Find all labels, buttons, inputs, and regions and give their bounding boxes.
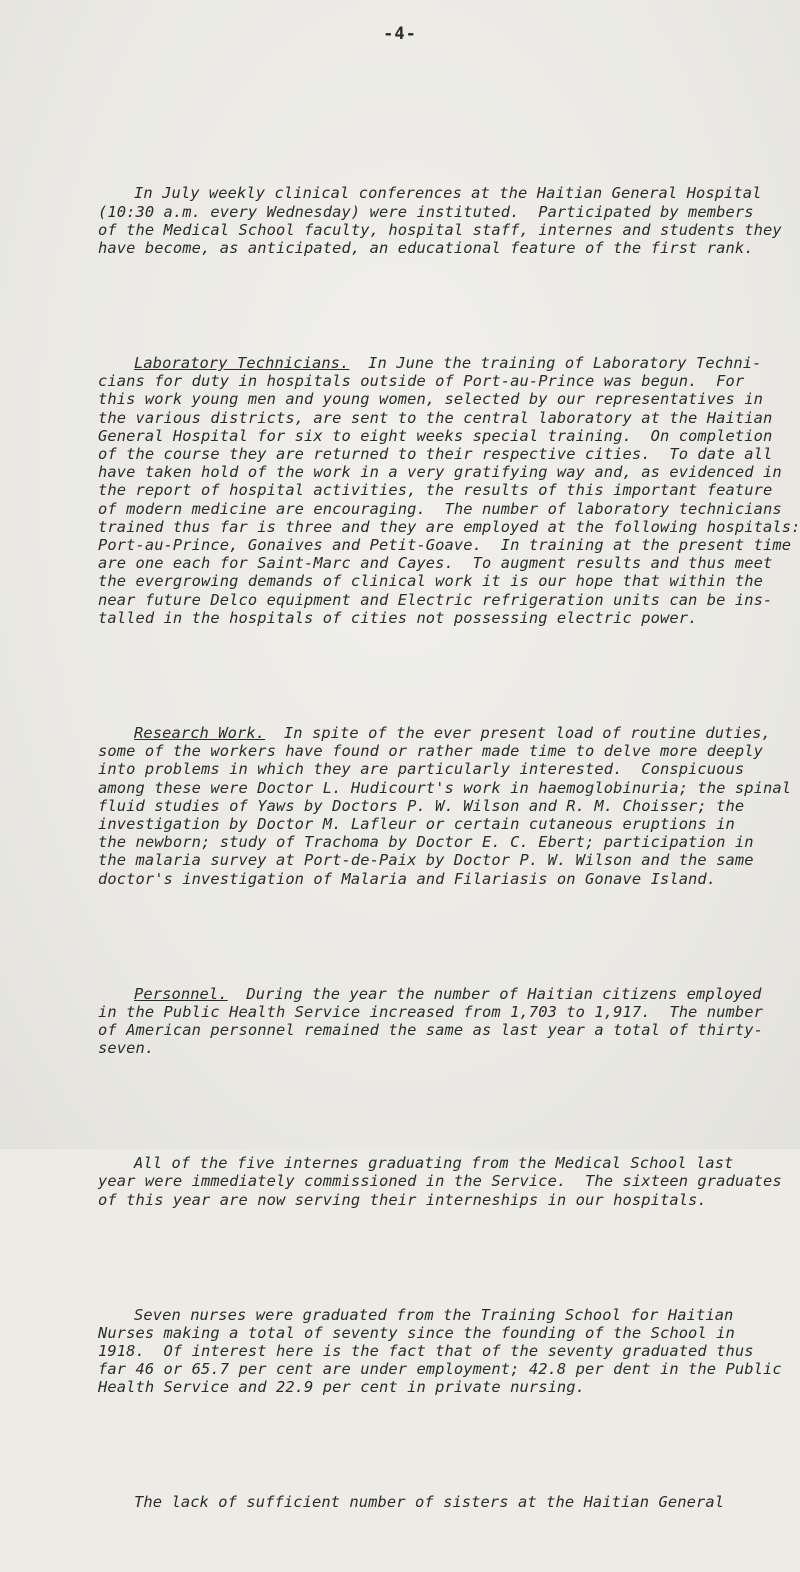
text-line: of modern medicine are encouraging. The number of laboratory technicians xyxy=(98,499,782,518)
section-heading: Laboratory Technicians. xyxy=(134,354,350,373)
text-line: Health Service and 22.9 per cent in private nursing. xyxy=(98,1378,586,1397)
text-line: In June the training of Laboratory Techni- xyxy=(349,354,762,373)
text-line: the malaria survey at Port-de-Paix by Doctor P. W. Wilson and the same xyxy=(98,851,754,870)
text-line: In July weekly clinical conferences at the Haitian General Hospital xyxy=(134,184,762,203)
text-line: far 46 or 65.7 per cent are under employment; 42.8 per dent in the Public xyxy=(98,1360,782,1379)
text-line: In spite of the ever present load of routine duties, xyxy=(265,723,771,742)
document-body xyxy=(98,148,800,1572)
text-line: General Hospital for six to eight weeks special training. On completion xyxy=(98,426,773,445)
text-line: the newborn; study of Trachoma by Doctor E. C. Ebert; participation in xyxy=(98,833,754,852)
text-line: doctor's investigation of Malaria and Filariasis on Gonave Island. xyxy=(98,869,717,888)
text-line: the various districts, are sent to the central laboratory at the Haitian xyxy=(98,408,773,427)
paragraph-intro xyxy=(98,148,800,294)
text-line: trained thus far is three and they are employed at the following hospitals: xyxy=(98,517,800,536)
text-line: the report of hospital activities, the results of this important feature xyxy=(98,481,773,500)
text-line: into problems in which they are particularly interested. Conspicuous xyxy=(98,760,745,779)
text-line: During the year the number of Haitian citizens employed xyxy=(227,984,762,1003)
text-line: All of the five internes graduating from the Medical School last xyxy=(134,1154,734,1173)
text-line: seven. xyxy=(98,1039,155,1058)
text-line: of the course they are returned to their respective cities. To date all xyxy=(98,445,773,464)
text-line: near future Delco equipment and Electric refrigeration units can be ins- xyxy=(98,590,773,609)
paragraph-personnel xyxy=(98,948,800,1094)
paragraph-research-work xyxy=(98,687,800,924)
text-line: 1918. Of interest here is the fact that of the seventy graduated thus xyxy=(98,1341,754,1360)
section-heading: Research Work. xyxy=(134,723,266,742)
text-line: Port-au-Prince, Gonaives and Petit-Goave. In training at the present time xyxy=(98,536,792,555)
text-line: Nurses making a total of seventy since the founding of the School in xyxy=(98,1323,735,1342)
text-line: in the Public Health Service increased from 1,703 to 1,917. The number xyxy=(98,1002,763,1021)
section-heading: Personnel. xyxy=(134,984,228,1003)
text-line: cians for duty in hospitals outside of Port-au-Prince was begun. For xyxy=(98,372,745,391)
text-line: have become, as anticipated, an educational feature of the first rank. xyxy=(98,239,754,258)
text-line: (10:30 a.m. every Wednesday) were instituted. Participated by members xyxy=(98,202,754,221)
text-line: investigation by Doctor M. Lafleur or certain cutaneous eruptions in xyxy=(98,814,735,833)
text-line: of this year are now serving their interneships in our hospitals. xyxy=(98,1190,707,1209)
text-line: of American personnel remained the same as last year a total of thirty- xyxy=(98,1020,763,1039)
paragraph-laboratory-technicians xyxy=(98,318,800,664)
text-line: of the Medical School faculty, hospital staff, internes and students they xyxy=(98,220,782,239)
page-number: -4- xyxy=(383,24,417,44)
text-line: are one each for Saint-Marc and Cayes. To augment results and thus meet xyxy=(98,554,773,573)
paragraph-sisters xyxy=(98,1457,800,1548)
text-line: The lack of sufficient number of sisters at the Haitian General xyxy=(134,1493,725,1512)
text-line: talled in the hospitals of cities not possessing electric power. xyxy=(98,608,698,627)
text-line: the evergrowing demands of clinical work it is our hope that within the xyxy=(98,572,763,591)
text-line: year were immediately commissioned in the Service. The sixteen graduates xyxy=(98,1172,782,1191)
paragraph-internes xyxy=(98,1118,800,1245)
text-line: some of the workers have found or rather made time to delve more deeply xyxy=(98,742,763,761)
text-line: fluid studies of Yaws by Doctors P. W. Wilson and R. M. Choisser; the xyxy=(98,796,745,815)
text-line: among these were Doctor L. Hudicourt's work in haemoglobinuria; the spinal xyxy=(98,778,792,797)
paragraph-nurses xyxy=(98,1269,800,1433)
text-line: this work young men and young women, selected by our representatives in xyxy=(98,390,763,409)
text-line: Seven nurses were graduated from the Training School for Haitian xyxy=(134,1305,734,1324)
text-line: have taken hold of the work in a very gratifying way and, as evidenced in xyxy=(98,463,782,482)
